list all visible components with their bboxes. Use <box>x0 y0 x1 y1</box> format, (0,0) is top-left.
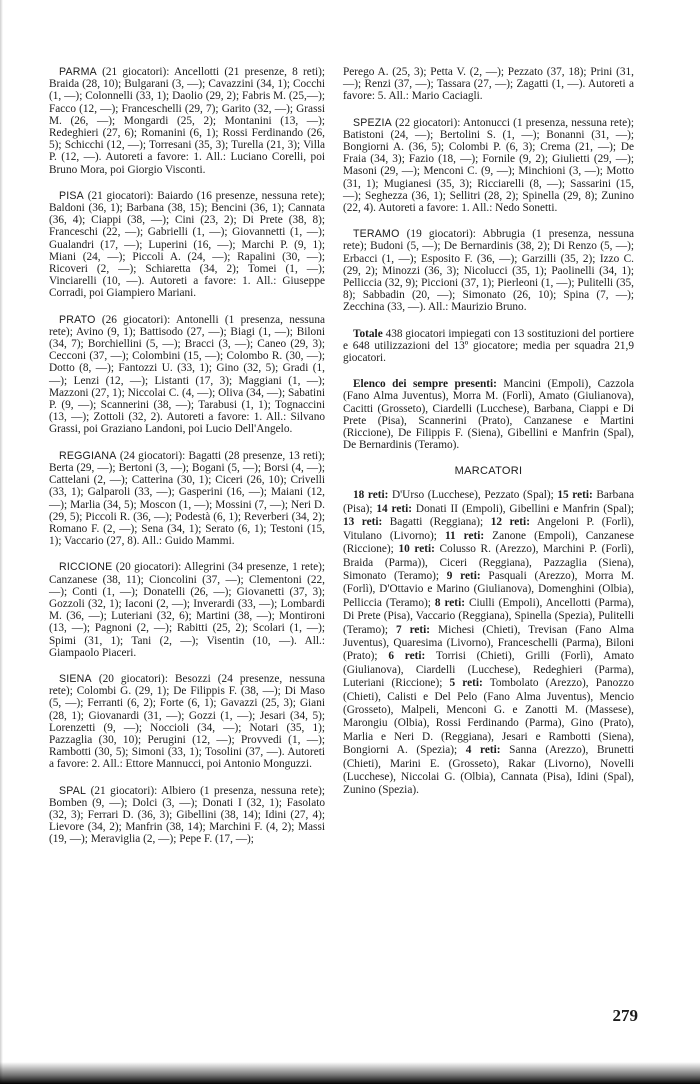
scorers-text: Tombolato (Arezzo), Panozzo (Chieti), Calisti e Del Pelo (Fano Alma Juventus), Mencio (Grosseto), Malpeli, Menconi G. e Zanotti M. (Massese), Marongiu (Olbia), Rossi Ferdinando (Parma), Gino (Prato), Marlia e Neri D. (Reggiana), Jesari e Rambotti (Siena), Bongiorni A. (Spezia); <box>343 677 634 757</box>
team-name: SPEZIA <box>353 116 392 129</box>
right-column <box>343 66 634 798</box>
scorers-text: Ciulli (Empoli), Ancellotti (Parma), Di Prete (Pisa), Vaccario (Reggiana), Spinella (Spezia), Pulitelli (Teramo); <box>343 596 635 636</box>
goal-count-label: 4 reti: <box>465 744 501 757</box>
team-roster-riccione <box>49 561 325 659</box>
team-name: PARMA <box>59 66 97 78</box>
roster-text: (20 giocatori): Allegrini (34 presenze, 1 rete); Canzanese (38, 11); Cioncolini (37, —); Clementoni (22, —); Conti (1, —); Donatelli (26, —); Giovanetti (37, 3); Gozzoli (32, 1); Iaconi (2, —); Inverardi (33, —); Lombardi M. (36, —); Luteriani (32, 6); Martini (38, —); Montironi (13, —); Pagnoni (2, —); Rabitti (25, 2); Scolari (1, —); Spimi (31, 1); Tani (2, —); Visentin (10, —). All.: Giampaolo Piaceri. <box>49 561 325 659</box>
team-name: SPAL <box>59 784 87 797</box>
team-name: REGGIANA <box>59 449 117 462</box>
scorers-text: Barbana (Pisa); <box>343 489 635 515</box>
scorers-text: Angeloni P. (Forlì), Vitulano (Livorno); <box>343 516 635 542</box>
scorers-text: Colusso R. (Arezzo), Marchini P. (Forlì), Braida (Parma)), Ciceri (Reggiana), Pazzaglia (Siena), Simonato (Teramo); <box>343 543 634 582</box>
roster-text: Perego A. (25, 3); Petta V. (2, —); Pezzato (37, 18); Prini (31, —); Renzi (37, —); Tassara (27, —); Zagatti (1, —). Autoreti a favore: 5. All.: Mario Caciagli. <box>343 66 634 103</box>
goal-count-label: 7 reti: <box>395 623 431 636</box>
roster-text: (21 giocatori): Baiardo (16 presenze, nessuna rete); Baldoni (36, 1); Barbana (38, 15); Bencini (36, 1); Cannata (36, 4); Ciappi (38, —); Cini (23, 2); Di Prete (38, 8); Franceschi (22, —); Gabrielli (1, —); Giovannetti (1, —); Gualandri (17, —); Luperini (16, —); Marchi P. (9, 1); Miani (24, —); Piccoli A. (24, —); Rapalini (30, —); Ricoveri (2, —); Schiaretta (34, 2); Tomei (1, —); Vinciarelli (10, —). Autoreti a favore: 1. All.: Giuseppe Corradi, poi Giampiero Mariani. <box>49 189 325 300</box>
elenco-text: Mancini (Empoli), Cazzola (Fano Alma Juventus), Morra M. (Forlì), Amato (Giulianova), Cacitti (Grosseto), Ciardelli (Lucchese), Barbana, Ciappi e Di Prete (Pisa), Scannerini (Prato), Canzanese e Martini (Riccione), De Filippis F. (Siena), Gibellini e Manfrin (Spal), De Bernardinis (Teramo). <box>343 378 635 452</box>
marcatori-title: MARCATORI <box>454 465 523 478</box>
scorers-text: Pasquali (Arezzo), Morra M. (Forlì), D'Ottavio e Marino (Giulianova), Domenghini (Olbia), Pelliccia (Teramo); <box>343 569 634 609</box>
team-roster-reggiana <box>49 450 325 548</box>
roster-text: (22 giocatori): Antonucci (1 presenza, nessuna rete); Batistoni (24, —); Bertolini S. (1, —); Bonanni (31, —); Bongiorni A. (36, 5); Colombi P. (6, 3); Crema (21, —); De Fraia (34, 3); Fazio (18, —); Fornile (9, 2); Giulietti (29, —); Masoni (29, —); Menconi C. (9, —); Minchioni (3, —); Motto (31, 1); Mugianesi (35, 3); Ricciarelli (8, —); Sassarini (15, —); Seghezza (36, 1); Sellitri (28, 2); Spinella (29, 8); Zunino (22, 4). Autoreti a favore: 1. All.: Nedo Sonetti. <box>343 116 634 215</box>
goal-count-label: 13 reti: <box>343 516 383 529</box>
team-name: PISA <box>59 189 84 202</box>
roster-text: (21 giocatori): Albiero (1 presenza, nessuna rete); Bomben (9, —); Dolci (3, —); Donati I (32, 1); Fasolato (32, 3); Ferrari D. (36, 3); Gibellini (38, 14); Idini (27, 4); Lievore (34, 2); Manfrin (38, 14); Marchini F. (4, 2); Massi (19, —); Meraviglia (2, —); Pepe F. (17, —); <box>49 784 325 846</box>
goal-count-label: 11 reti: <box>444 529 485 542</box>
team-roster-pisa <box>49 190 325 300</box>
goal-count-label: 18 reti: <box>353 489 389 502</box>
scorers-text: Bagatti (Reggiana); <box>382 516 491 529</box>
roster-text: (24 giocatori): Bagatti (28 presenze, 13 reti); Berta (29, —); Bertoni (3, —); Bogani (5, —); Borsi (4, —); Cattelani (2, —); Catterina (30, 1); Ciceri (26, 10); Crivelli (33, 1); Galparoli (33, —); Gasperini (16, —); Maiani (12, —); Marlia (34, 5); Moscon (1, —); Mossini (7, —); Neri D. (29, 5); Piccoli R. (36, —); Podestà (6, 1); Reverberi (34, 2); Romano F. (2, —); Sena (34, 1); Serato (6, 1); Testoni (15, 1); Vaccario (27, 8). All.: Guido Mammi. <box>49 449 325 548</box>
totale-text: 438 giocatori impiegati con 13 sostituzioni del portiere e 648 utilizzazioni del 13º giocatore; media per squadra 21,9 giocatori. <box>343 327 634 365</box>
team-roster-teramo <box>343 228 634 313</box>
team-name: RICCIONE <box>59 561 113 574</box>
team-roster-spal <box>49 785 325 846</box>
goal-count-label: 12 reti: <box>490 516 530 529</box>
team-roster-spal-continued <box>343 66 634 103</box>
goal-count-label: 5 reti: <box>449 677 483 690</box>
team-name: TERAMO <box>353 228 400 241</box>
team-name: SIENA <box>59 672 92 685</box>
scorers-text: Sanna (Arezzo), Brunetti (Chieti), Marini E. (Grosseto), Rakar (Livorno), Novelli (Lucchese), Niccolai G. (Olbia), Cannata (Pisa), Idini (Spal), Zunino (Spezia). <box>343 744 634 797</box>
roster-text: (26 giocatori): Antonelli (1 presenza, nessuna rete); Avino (9, 1); Battisodo (27, —); Biagi (1, —); Biloni (34, 7); Borchiellini (5, —); Bracci (3, —); Caneo (29, 3); Cecconi (37, —); Colombini (15, —); Colombo R. (30, —); Dotto (8, —); Fantozzi U. (33, 1); Gino (32, 5); Gradi (1, —); Lenzi (12, —); Listanti (17, 3); Maggiani (1, —); Mazzoni (27, 1); Niccolai C. (4, —); Oliva (34, —); Sabatini P. (9, —); Scannerini (38, —); Tarabusi (1, 1); Tognaccini (13, —); Zottoli (32, 2). Autoreti a favore: 1. All.: Silvano Grassi, poi Graziano Landoni, poi Lucio Dell'Angelo. <box>49 313 325 436</box>
scorers-text: Torrisi (Chieti), Grilli (Forlì), Amato (Giulianova), Ciardelli (Lucchese), Redeghieri (Parma), Luteriani (Riccione); <box>343 650 634 690</box>
team-roster-parma <box>49 66 325 176</box>
goal-count-label: 6 reti: <box>388 650 426 663</box>
goal-count-label: 15 reti: <box>557 489 593 502</box>
scorers-text: Zanone (Empoli), Canzanese (Riccione); <box>343 529 635 556</box>
elenco-paragraph <box>343 378 634 451</box>
goal-count-label: 8 reti: <box>434 596 465 609</box>
page-number: 279 <box>612 1006 638 1025</box>
scorers-text: Michesi (Chieti), Trevisan (Fano Alma Juventus), Quaresima (Livorno), Franceschelli (Parma), Biloni (Prato); <box>343 623 634 663</box>
scorers-text: D'Urso (Lucchese), Pezzato (Spal); <box>388 489 558 502</box>
team-roster-spezia <box>343 117 634 215</box>
marcatori-list <box>343 489 634 797</box>
elenco-label: Elenco dei sempre presenti: <box>353 378 497 391</box>
scan-bottom-shadow <box>0 1062 700 1084</box>
roster-text: (21 giocatori): Ancellotti (21 presenze, 8 reti); Braida (28, 10); Bulgarani (3, —); Cavazzini (34, 1); Cocchi (1, —); Colonnelli (33, 1); Daolio (29, 2); Fabris M. (25,—); Facco (12, —); Franceschelli (29, 7); Garito (32, —); Grassi M. (26, —); Mongardi (25, 2); Montanini (13, —); Redeghieri (27, 6); Romanini (6, 1); Rossi Ferdinando (26, 5); Schicchi (12, —); Torresani (35, 3); Turella (21, 3); Villa P. (12, —). Autoreti a favore: 1. All.: Luciano Corelli, poi Bruno Mora, poi Giorgio Visconti. <box>49 66 325 176</box>
roster-text: (20 giocatori): Besozzi (24 presenze, nessuna rete); Colombi G. (29, 1); De Filippis F. (38, —); Di Maso (5, —); Ferranti (6, 2); Forte (6, 1); Gavazzi (25, 3); Giani (28, 1); Giovanardi (31, —); Gozzi (1, —); Jesari (34, 5); Lorenzetti (9, —); Noccioli (34, —); Notari (35, 1); Pazzaglia (30, 10); Perugini (12, —); Provvedi (1, —); Rambotti (30, 5); Simoni (33, 1); Tosolini (37, —). Autoreti a favore: 2. All.: Ettore Mannucci, poi Antonio Monguzzi. <box>49 672 325 771</box>
left-column <box>49 66 325 860</box>
page-edge-shading <box>0 0 3 1084</box>
roster-text: (19 giocatori): Abbrugia (1 presenza, nessuna rete); Budoni (5, —); De Bernardinis (38, 2); Di Renzo (5, —); Erbacci (1, —); Esposito F. (36, —); Garzilli (35, 2); Izzo C. (29, 2); Minozzi (36, 3); Nicolucci (35, 1); Paolinelli (34, 1); Pelliccia (32, 9); Piccioni (37, 1); Pierleoni (1, —); Pulitelli (35, 8); Sabbadin (20, —); Simonato (26, 10); Spina (7, —); Zecchina (33, —). All.: Maurizio Bruno. <box>343 228 634 314</box>
team-roster-prato <box>49 314 325 436</box>
scorers-text: Donati II (Empoli), Gibellini e Manfrin (Spal); <box>412 502 635 515</box>
totale-paragraph <box>343 328 634 365</box>
team-roster-siena <box>49 673 325 771</box>
totale-label: Totale <box>353 327 383 340</box>
goal-count-label: 9 reti: <box>446 569 481 582</box>
goal-count-label: 14 reti: <box>376 502 413 515</box>
team-name: PRATO <box>59 313 96 326</box>
goal-count-label: 10 reti: <box>398 543 435 556</box>
